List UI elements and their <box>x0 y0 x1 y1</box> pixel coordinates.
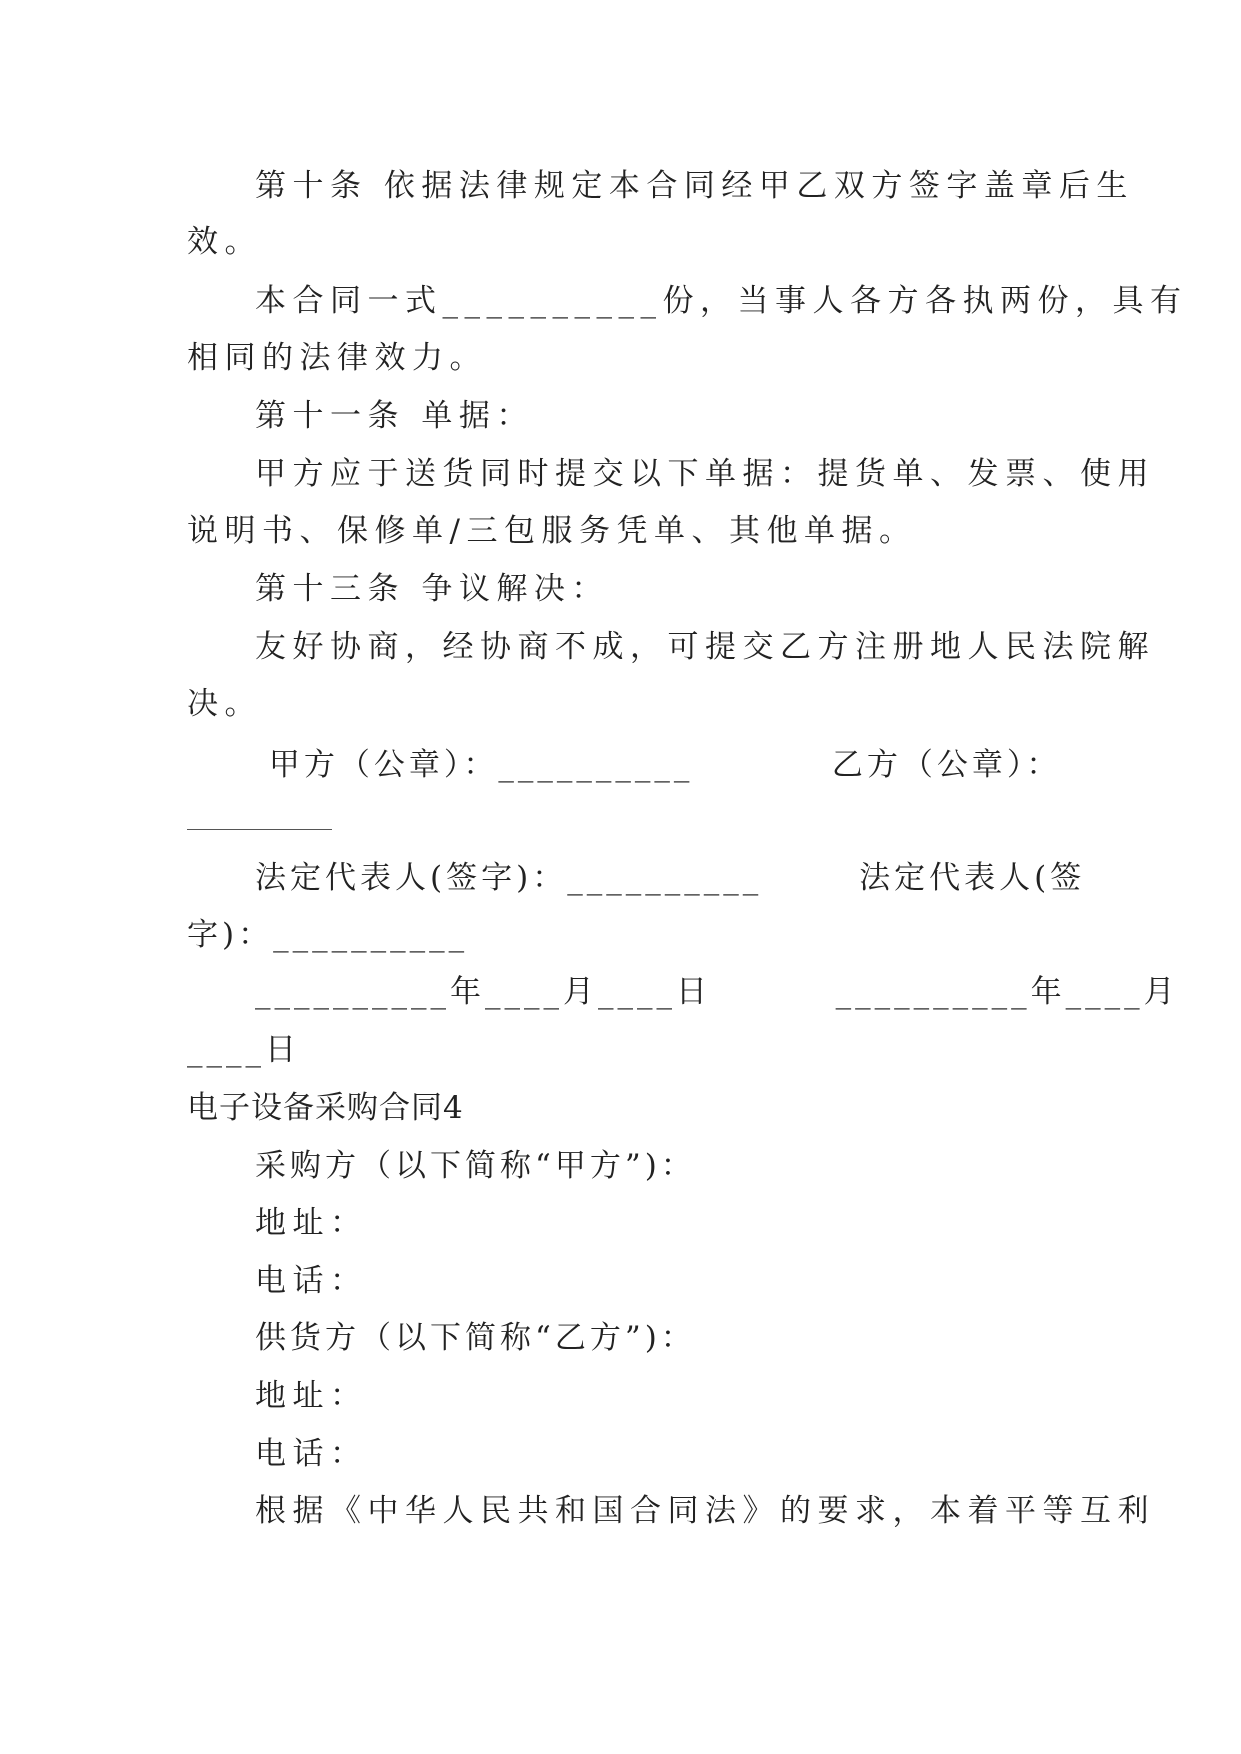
article-11-heading: 第十一条 单据： <box>255 398 534 434</box>
contract-law-line: 根据《中华人民共和国合同法》的要求，本着平等互利 <box>255 1493 1155 1529</box>
supplier-phone-label: 电话： <box>255 1436 368 1472</box>
documents-line-2: 说明书、保修单/三包服务凭单、其他单据。 <box>187 513 917 549</box>
dispute-line-1: 友好协商，经协商不成，可提交乙方注册地人民法院解 <box>255 629 1155 665</box>
supplier-address-label: 地址： <box>255 1378 368 1414</box>
dispute-line-2: 决。 <box>187 686 262 722</box>
buyer-label: 采购方（以下简称“甲方”)： <box>255 1148 696 1184</box>
documents-line-1: 甲方应于送货同时提交以下单据：提货单、发票、使用 <box>255 456 1155 492</box>
article-10-line-1: 第十条 依据法律规定本合同经甲乙双方签字盖章后生 <box>255 168 1134 204</box>
supplier-label: 供货方（以下简称“乙方”)： <box>255 1320 696 1356</box>
article-13-heading: 第十三条 争议解决： <box>255 571 609 607</box>
copies-line-1: 本合同一式__________份，当事人各方各执两份，具有 <box>255 283 1188 319</box>
date-line-2: ____日 <box>187 1032 300 1068</box>
buyer-address-label: 地址： <box>255 1205 368 1241</box>
legal-representative-line-2: 字)：__________ <box>187 917 469 953</box>
signature-blank-line <box>187 829 332 830</box>
buyer-phone-label: 电话： <box>255 1263 368 1299</box>
section-title: 电子设备采购合同4 <box>187 1090 464 1126</box>
article-10-line-2: 效。 <box>187 224 262 260</box>
copies-line-2: 相同的法律效力。 <box>187 340 487 376</box>
legal-representative-line-1: 法定代表人(签字)：__________ 法定代表人(签 <box>255 860 1086 896</box>
date-line-1: __________年____月____日 __________年____月 <box>255 974 1179 1010</box>
party-seal-line: 甲方（公章）：__________ 乙方（公章）： <box>255 747 1062 783</box>
